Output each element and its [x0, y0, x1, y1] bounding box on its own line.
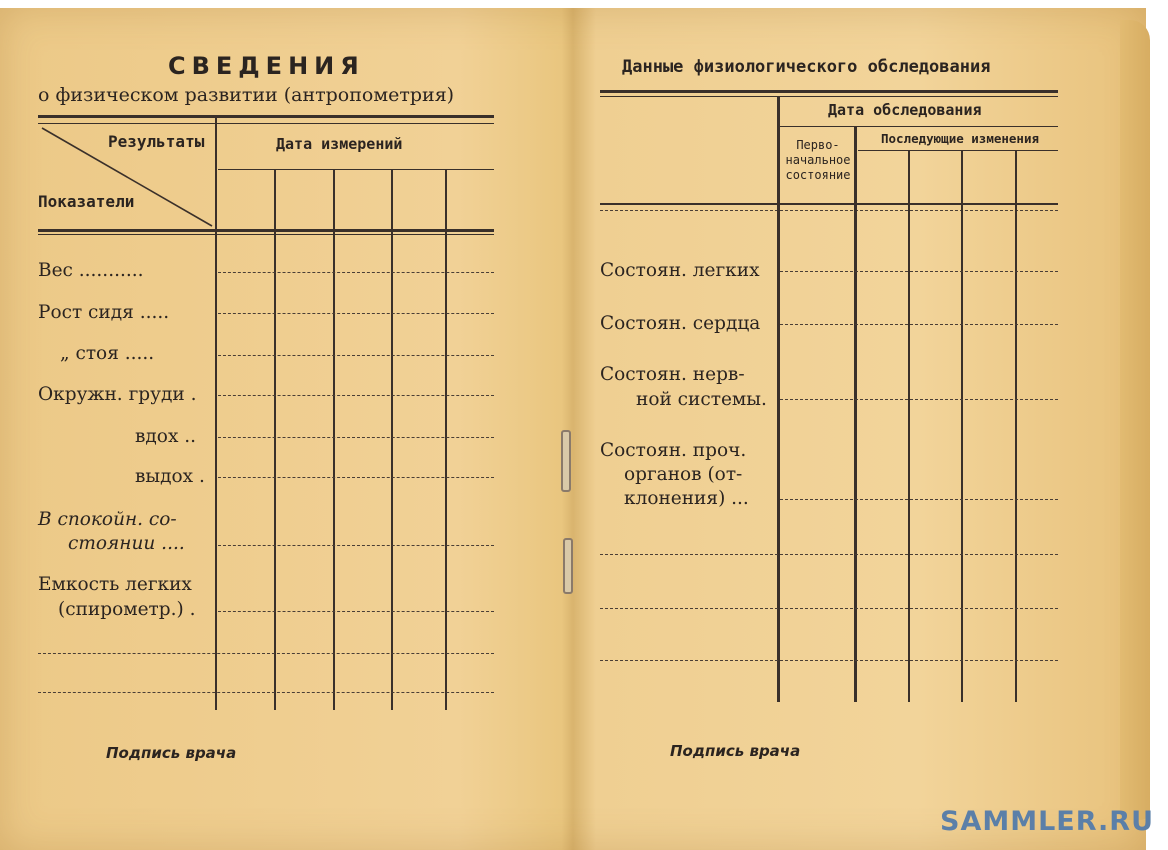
right-col-line — [1015, 151, 1017, 702]
row-line — [780, 499, 1058, 500]
row-line — [600, 554, 1058, 555]
row-line — [218, 611, 494, 612]
row-label-other-2: органов (от- — [624, 464, 743, 485]
right-header-bottom-dash — [600, 210, 1058, 211]
row-label-rest-1: В спокойн. со- — [38, 509, 177, 530]
right-header-top-rule — [600, 90, 1058, 93]
row-line — [218, 437, 494, 438]
row-label-rest-2: стоянии .... — [68, 533, 185, 554]
row-label-lungs: Состоян. легких — [600, 260, 760, 281]
right-header-top-rule-thin — [600, 96, 1058, 97]
row-label-nervous-1: Состоян. нерв- — [600, 364, 745, 385]
header-results: Результаты — [108, 132, 205, 151]
row-line — [780, 324, 1058, 325]
right-col-line — [961, 151, 963, 702]
row-line — [780, 271, 1058, 272]
staple-top — [561, 430, 571, 492]
header-initial-line1: Перво- — [796, 138, 840, 152]
left-col-line — [333, 170, 335, 710]
right-dates-divider — [780, 126, 1058, 127]
row-line — [218, 313, 494, 314]
right-signature-label: Подпись врача — [670, 742, 801, 760]
row-line — [38, 653, 494, 654]
left-col-line — [274, 170, 276, 710]
row-label-chest: Окружн. груди . — [38, 384, 197, 405]
row-label-heart: Состоян. сердца — [600, 313, 761, 334]
header-indicators: Показатели — [38, 192, 135, 211]
row-label-height-standing: „ стоя ..... — [60, 343, 155, 364]
row-line — [218, 545, 494, 546]
row-line — [38, 692, 494, 693]
row-line — [780, 399, 1058, 400]
header-top-rule — [38, 115, 494, 118]
right-initial-divider — [854, 127, 857, 702]
dates-divider — [218, 169, 494, 170]
row-line — [218, 272, 494, 273]
subsequent-divider — [858, 150, 1058, 151]
row-line — [600, 608, 1058, 609]
row-label-inhale: вдох .. — [135, 426, 197, 447]
staple-bottom — [563, 538, 573, 594]
left-col-line — [391, 170, 393, 710]
header-initial-state — [781, 138, 855, 183]
row-label-lung-capacity-2: (спирометр.) . — [58, 599, 196, 620]
right-header-bottom-rule — [600, 203, 1058, 205]
watermark: SAMMLER.RU — [940, 806, 1154, 837]
left-col-line — [445, 170, 447, 710]
header-subsequent-changes: Последующие изменения — [880, 131, 1040, 146]
left-page-title: СВЕДЕНИЯ — [168, 52, 365, 80]
row-line — [218, 355, 494, 356]
row-line — [600, 660, 1058, 661]
row-label-exhale: выдох . — [135, 466, 205, 487]
row-label-nervous-2: ной системы. — [636, 389, 767, 410]
row-label-weight: Вес ........... — [38, 260, 144, 281]
header-initial-line3: состояние — [785, 168, 851, 182]
header-bottom-rule-thin — [38, 234, 494, 235]
row-line — [218, 395, 494, 396]
row-line — [218, 477, 494, 478]
row-label-height-sitting: Рост сидя ..... — [38, 302, 170, 323]
left-signature-label: Подпись врача — [106, 744, 237, 762]
right-header-dates: Дата обследования — [828, 101, 982, 119]
right-page-title: Данные физиологического обследования — [622, 57, 991, 77]
left-label-divider — [215, 118, 217, 710]
header-initial-line2: начальное — [785, 153, 851, 167]
header-dates: Дата измерений — [276, 135, 403, 153]
right-col-line — [908, 151, 910, 702]
row-label-other-3: клонения) ... — [624, 488, 749, 509]
left-page-subtitle: о физическом развитии (антропометрия) — [38, 84, 455, 106]
booklet-edge — [1120, 20, 1150, 820]
row-label-other-1: Состоян. проч. — [600, 440, 747, 461]
row-label-lung-capacity-1: Емкость легких — [38, 574, 192, 595]
